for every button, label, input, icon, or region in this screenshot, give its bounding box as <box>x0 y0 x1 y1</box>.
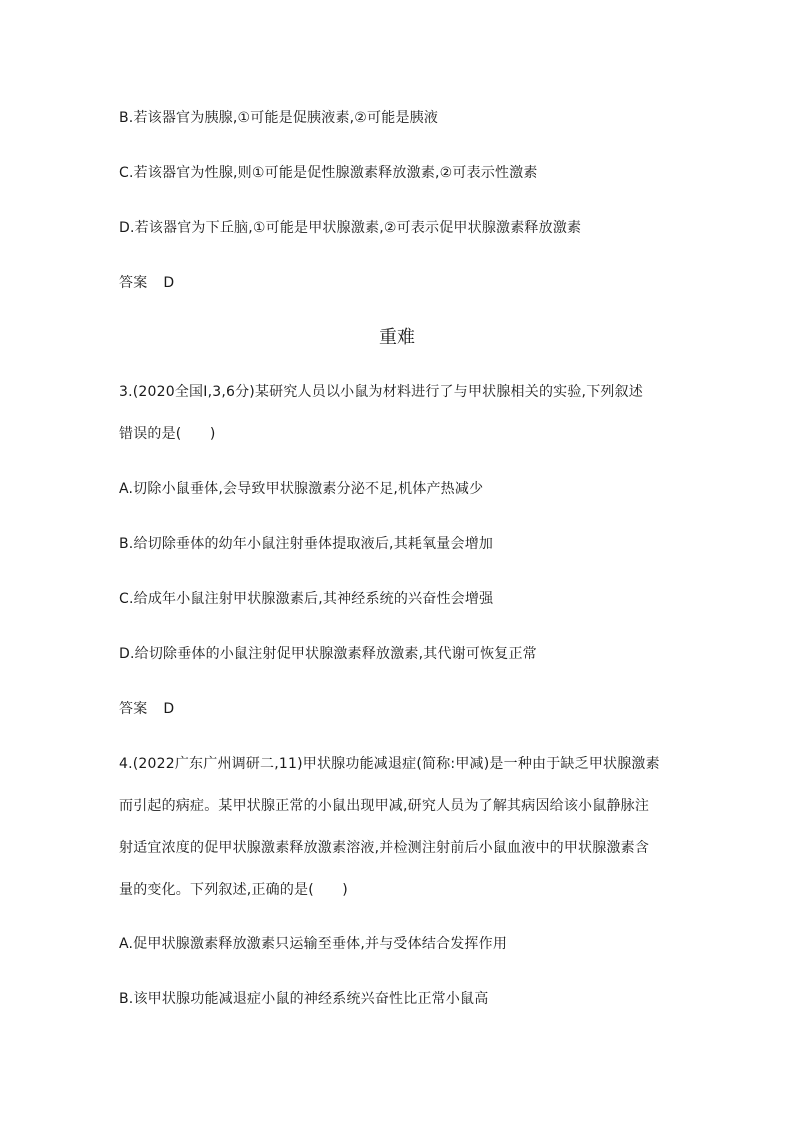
answer-value: D <box>163 275 175 291</box>
q4-option-a: A.促甲状腺激素释放激素只运输至垂体,并与受体结合发挥作用 <box>119 936 508 952</box>
q3-option-a: A.切除小鼠垂体,会导致甲状腺激素分泌不足,机体产热减少 <box>119 481 484 497</box>
q2-option-d: D.若该器官为下丘脑,①可能是甲状腺激素,②可表示促甲状腺激素释放激素 <box>119 220 582 236</box>
q2-option-c: C.若该器官为性腺,则①可能是促性腺激素释放激素,②可表示性激素 <box>119 165 538 181</box>
q4-stem-line-3: 射适宜浓度的促甲状腺激素释放激素溶液,并检测注射前后小鼠血液中的甲状腺激素含 <box>119 840 650 856</box>
q3-stem-line-2: 错误的是( ) <box>119 426 216 442</box>
q3-option-c: C.给成年小鼠注射甲状腺激素后,其神经系统的兴奋性会增强 <box>119 591 494 607</box>
q4-option-b: B.该甲状腺功能减退症小鼠的神经系统兴奋性比正常小鼠高 <box>119 991 489 1007</box>
q4-stem-line-2: 而引起的病症。某甲状腺正常的小鼠出现甲减,研究人员为了解其病因给该小鼠静脉注 <box>119 798 650 814</box>
q3-answer <box>119 699 174 719</box>
answer-label: 答案 <box>119 275 148 291</box>
section-heading: 重难 <box>379 327 415 348</box>
q3-option-b: B.给切除垂体的幼年小鼠注射垂体提取液后,其耗氧量会增加 <box>119 536 494 552</box>
q2-option-b: B.若该器官为胰腺,①可能是促胰液素,②可能是胰液 <box>119 110 439 126</box>
q3-option-d: D.给切除垂体的小鼠注射促甲状腺激素释放激素,其代谢可恢复正常 <box>119 646 537 662</box>
answer-value: D <box>163 701 175 717</box>
answer-label: 答案 <box>119 701 148 717</box>
q4-stem-line-4: 量的变化。下列叙述,正确的是( ) <box>119 882 348 898</box>
q2-answer <box>119 273 174 293</box>
q3-stem-line-1: 3.(2020全国Ⅰ,3,6分)某研究人员以小鼠为材料进行了与甲状腺相关的实验,下列叙述 <box>119 384 644 400</box>
q4-stem-line-1: 4.(2022广东广州调研二,11)甲状腺功能减退症(简称:甲减)是一种由于缺乏甲状腺激素 <box>119 756 660 772</box>
